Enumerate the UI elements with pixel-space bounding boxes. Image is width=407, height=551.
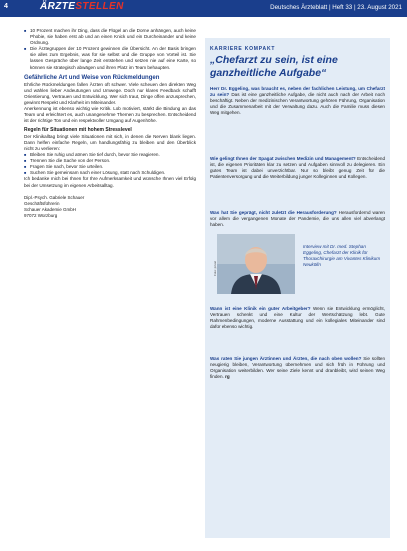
logo-part-2: STELLEN — [75, 1, 124, 12]
publication-logo — [40, 1, 124, 12]
interview-block-2 — [210, 156, 385, 180]
question: Was hat Sie geprägt, nicht zuletzt die Herausforderung? — [210, 210, 337, 215]
question: Wie gelingt Ihnen der Spagat zwischen Medizin und Management? — [210, 156, 356, 161]
answer: Entscheidend ist, die eigenen Prioritäten klar zu setzen und Aufgaben sinnvoll zu delegieren. Ein gutes Team ist dabei unverzichtbar. Nur so bleibt genug Zeit für die Patientenversorgung und die Weiterbildung junger Kolleginnen und Kollegen. — [210, 156, 385, 180]
signature-line: 97072 Würzburg — [24, 212, 58, 218]
interview-block-4 — [210, 306, 385, 330]
paragraph: Ehrliche Rückmeldungen fallen Ärzten oft schwer. Viele scheuen den direkten Weg und wählen lieber Andeutungen und Umwege. Doch nur klares Feedback schafft Orientierung, Vertrauen und Entwicklung. Wer sich traut, Dinge offen anzusprechen, gewinnt Respekt und Klarheit im Miteinander. — [24, 81, 196, 105]
interview-box — [205, 38, 390, 538]
bullet-item: ■ Fragen Sie nach, bevor Sie urteilen. — [24, 164, 196, 170]
page-number: 4 — [4, 3, 8, 10]
answer: Das ist eine ganzheitliche Aufgabe, die nicht auch nach der Arbeit noch beschäftigt. Neben der medizinischen Verantwortung gehören Führung, Organisation und die Zusammenarbeit mit der Verwaltung dazu. Auch die Familie muss diesen Weg mitgehen. — [210, 92, 385, 116]
photo-credit: Foto: privat — [213, 260, 217, 276]
paragraph: Ich bedanke mich bei Ihnen für Ihre Aufmerksamkeit und wünsche Ihnen viel Erfolg bei der Umsetzung im eigenen Arbeitsalltag. — [24, 176, 196, 188]
bullet-item: ■ 10 Prozent machen ihr Ding, dass die Flügel an die Dorne anhängen, auch keine Phobie, sie haben erst ab und an einen Knick und ein Durcheinander und keine Ordnung. — [24, 28, 196, 46]
question: Herr Dr. Eggeling, was braucht es, neben der fachlichen Leistung, um Chefarzt zu sein? — [210, 86, 385, 98]
page-header — [0, 0, 407, 17]
left-column — [24, 28, 196, 219]
answer: Herausfordernd waren vor allem die vergangenen Monate der Pandemie, die uns allen viel abverlangt haben. — [210, 210, 385, 228]
interview-block-3 — [210, 210, 385, 228]
answer: Sie sollten neugierig bleiben, Verantwortung übernehmen und sich früh in Führung und Organisation weiterbilden. Wer seine Ziele kennt und dranbleibt, wird seinen Weg finden. — [210, 356, 386, 380]
portrait-photo — [217, 234, 295, 294]
answer: Wenn sie Entwicklung ermöglicht, Vertrauen schenkt und eine Kultur der Wertschätzung lebt. Gute Rahmenbedingungen, moderne Ausstattung und ein kollegiales Miteinander sind dafür ebenso wichtig. — [210, 306, 385, 330]
issue-info: Deutsches Ärzteblatt | Heft 33 | 23. August 2021 — [270, 4, 402, 11]
bullet-item: ■ Die Ärztegruppen der 10 Prozent gewinnen die Übersicht. An der Basis bringen sie alles zum Ergebnis, was für sie selbst und die Gruppe von Vorteil ist. Sie lassen Gespräche über lange Zeit entstehen und setzen nie auf eine Karte, so können sie strategisch abwägen und ihren Platz im Team behaupten. — [24, 46, 196, 70]
interview-block-5 — [210, 356, 385, 380]
signature-line: Geschäftsführerin — [24, 200, 60, 206]
bullet-item: ■ Trennen Sie die Sache von der Person. — [24, 158, 196, 164]
question: Wann ist eine Klinik ein guter Arbeitgeber? — [210, 306, 311, 311]
intro-bullet-list — [24, 28, 196, 71]
section-heading: Gefährliche Art und Weise von Rückmeldungen — [24, 74, 160, 81]
paragraph: Anerkennung ist ebenso wichtig wie Kritik. Lob motiviert, stärkt die Bindung an das Team und erleichtert es, auch unangenehme Themen zu besprechen. Entscheidend ist der richtige Ton und ein respektvoller Umgang auf Augenhöhe. — [24, 106, 196, 124]
logo-part-1: ÄRZTE — [40, 1, 76, 12]
article-end-marker: rg — [225, 374, 230, 380]
bullet-item: ■ Bleiben Sie ruhig und atmen Sie tief durch, bevor Sie reagieren. — [24, 152, 196, 158]
subsection-heading: Regeln für Situationen mit hohem Stresslevel — [24, 127, 132, 134]
question: Was raten Sie jungen Ärztinnen und Ärzten, die nach oben wollen? — [210, 356, 362, 361]
bullet-item: ■ Suchen Sie gemeinsam nach einer Lösung, statt nach Schuldigen. — [24, 170, 196, 176]
author-signature — [24, 195, 196, 219]
paragraph: Der Klinikalltag bringt viele Situationen mit sich, in denen die Nerven blank liegen. Dann helfen einfache Regeln, um handlungsfähig zu bleiben und den Überblick nicht zu verlieren: — [24, 133, 196, 151]
interview-block-1 — [210, 86, 385, 116]
interview-headline: „Chefarzt zu sein, ist eine ganzheitliche Aufgabe“ — [210, 54, 338, 79]
rules-bullet-list — [24, 152, 196, 176]
portrait-illustration — [217, 234, 295, 294]
photo-caption: Interview mit Dr. med. Stephan Eggeling, Chefarzt der Klinik für Thoraxchirurgie am Vivantes Klinikum Neukölln — [303, 244, 381, 267]
signature-line: Schauer Akademie GmbH — [24, 206, 77, 212]
signature-line: Dipl.-Psych. Gabriele Schauer — [24, 194, 85, 200]
section-kicker: KARRIERE KOMPAKT — [210, 46, 276, 52]
